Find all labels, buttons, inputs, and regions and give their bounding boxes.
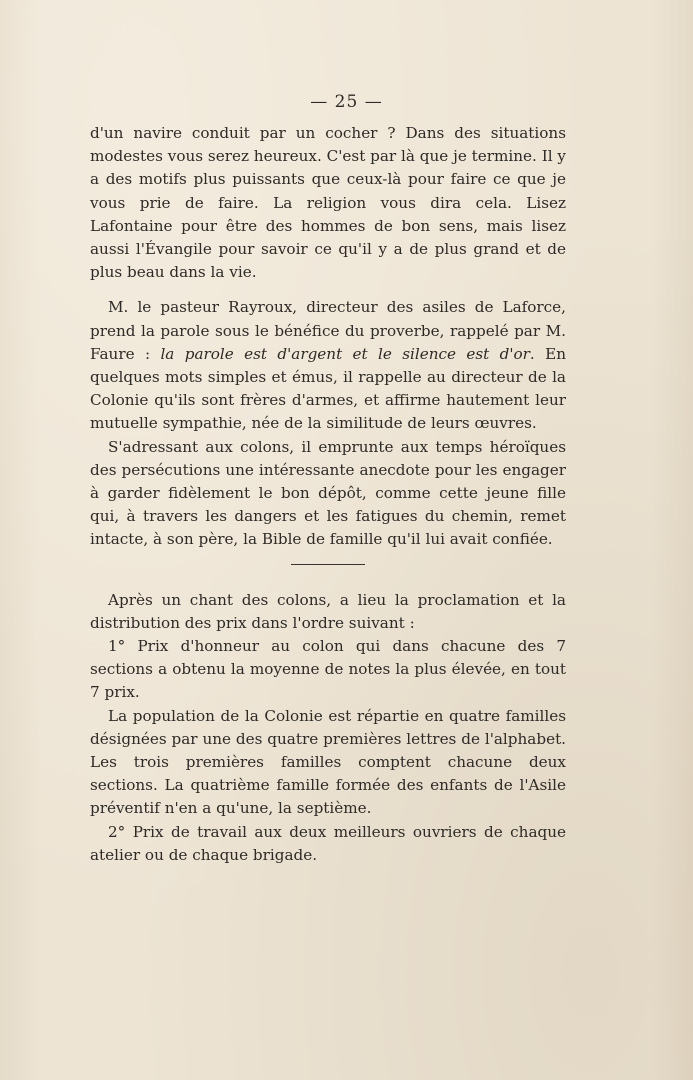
paragraph-rayroux-text-end: . En quelques mots simples et émus, il rappelle au directeur de la Colonie qu'ils sont frères d'armes, et affirme hautement leur mutuelle sympathie, née de la similitude de leurs œuvres. — [90, 344, 566, 433]
paragraph-continued: d'un navire conduit par un cocher ? Dans des situations modestes vous serez heureux. C'est par là que je termine. Il y a des motifs plus puissants que ceux-là pour faire ce que je vous prie de faire. La religion vous dira cela. Lisez Lafontaine pour être des hommes de bon sens, mais lisez aussi l'Évangile pour savoir ce qu'il y a de plus grand et de plus beau dans la vie. — [90, 124, 566, 282]
proverb-quote: la parole est d'argent et le silence est d'or — [160, 344, 530, 363]
paragraph-prize-honneur: 1° Prix d'honneur au colon qui dans chacune des 7 sections a obtenu la moyenne de notes la plus élevée, en tout 7 prix. — [90, 637, 566, 702]
paragraph-gap — [90, 284, 566, 296]
section-gap — [90, 565, 566, 589]
paragraph-proclamation: Après un chant des colons, a lieu la proclamation et la distribution des prix dans l'ordre suivant : — [90, 590, 566, 632]
paragraph-population: La population de la Colonie est répartie en quatre familles désignées par une des quatre premières lettres de l'alphabet. Les trois premières familles comptent chacune deux sections. La quatrième famille formée des enfants de l'Asile préventif n'en a qu'une, la septième. — [90, 706, 566, 818]
paragraph-prize-travail: 2° Prix de travail aux deux meilleurs ouvriers de chaque atelier ou de chaque brigade. — [90, 822, 566, 864]
paragraph-rayroux-text-start: M. le pasteur Rayroux, directeur des asiles de Laforce, prend la parole sous le bénéfice du proverbe, rappelé par M. Faure : — [90, 298, 566, 363]
page-number: — 25 — — [310, 92, 383, 112]
paragraph-rayroux — [90, 296, 566, 435]
page-body — [90, 122, 566, 867]
paragraph-anecdote: S'adressant aux colons, il emprunte aux temps héroïques des persécutions une intéressante anecdote pour les engager à garder fidèlement le bon dépôt, comme cette jeune fille qui, à travers les dangers et les fatigues du chemin, remet intacte, à son père, la Bible de famille qu'il lui avait confiée. — [90, 437, 566, 549]
